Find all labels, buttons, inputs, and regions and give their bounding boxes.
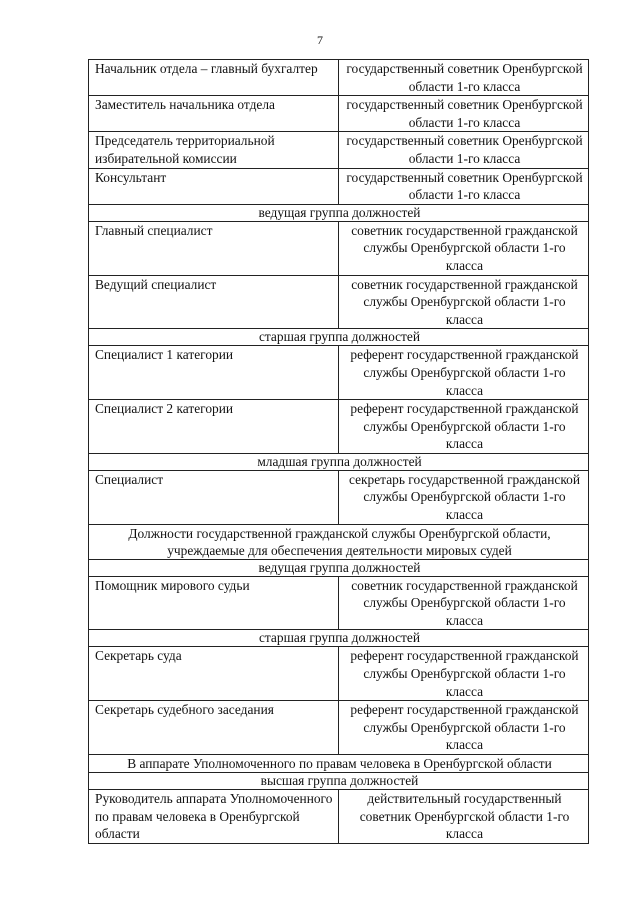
page-number: 7 bbox=[317, 33, 323, 47]
group-heading-row bbox=[89, 204, 589, 221]
class-rank: референт государственной гражданской службы Оренбургской области 1-го класса bbox=[339, 701, 589, 755]
position-title: Руководитель аппарата Уполномоченного по правам человека в Оренбургской области bbox=[89, 790, 339, 844]
position-row bbox=[89, 470, 589, 524]
class-rank: действительный государственный советник Оренбургской области 1-го класса bbox=[339, 790, 589, 844]
position-title: Специалист bbox=[89, 470, 339, 524]
group-heading: старшая группа должностей bbox=[89, 630, 589, 647]
position-title: Ведущий специалист bbox=[89, 275, 339, 329]
class-rank: референт государственной гражданской службы Оренбургской области 1-го класса bbox=[339, 346, 589, 400]
position-row bbox=[89, 221, 589, 275]
position-title: Специалист 1 категории bbox=[89, 346, 339, 400]
group-heading-row bbox=[89, 630, 589, 647]
positions-table bbox=[88, 59, 589, 844]
section-heading-row bbox=[89, 755, 589, 773]
position-row bbox=[89, 168, 589, 204]
position-row bbox=[89, 647, 589, 701]
group-heading-row bbox=[89, 773, 589, 790]
position-row bbox=[89, 96, 589, 132]
group-heading: ведущая группа должностей bbox=[89, 559, 589, 576]
class-rank: референт государственной гражданской службы Оренбургской области 1-го класса bbox=[339, 647, 589, 701]
class-rank: советник государственной гражданской службы Оренбургской области 1-го класса bbox=[339, 221, 589, 275]
section-heading-row bbox=[89, 524, 589, 559]
class-rank: государственный советник Оренбургской области 1-го класса bbox=[339, 132, 589, 168]
position-row bbox=[89, 346, 589, 400]
position-title: Консультант bbox=[89, 168, 339, 204]
positions-table-body bbox=[89, 60, 589, 844]
class-rank: государственный советник Оренбургской области 1-го класса bbox=[339, 168, 589, 204]
group-heading: ведущая группа должностей bbox=[89, 204, 589, 221]
section-heading: В аппарате Уполномоченного по правам человека в Оренбургской области bbox=[89, 755, 589, 773]
group-heading-row bbox=[89, 559, 589, 576]
class-rank: государственный советник Оренбургской области 1-го класса bbox=[339, 60, 589, 96]
class-rank: государственный советник Оренбургской области 1-го класса bbox=[339, 96, 589, 132]
position-row bbox=[89, 275, 589, 329]
group-heading: старшая группа должностей bbox=[89, 329, 589, 346]
class-rank: референт государственной гражданской службы Оренбургской области 1-го класса bbox=[339, 400, 589, 454]
group-heading: высшая группа должностей bbox=[89, 773, 589, 790]
position-row bbox=[89, 132, 589, 168]
position-title: Начальник отдела – главный бухгалтер bbox=[89, 60, 339, 96]
class-rank: секретарь государственной гражданской службы Оренбургской области 1-го класса bbox=[339, 470, 589, 524]
group-heading-row bbox=[89, 329, 589, 346]
group-heading: младшая группа должностей bbox=[89, 453, 589, 470]
position-row bbox=[89, 701, 589, 755]
position-row bbox=[89, 790, 589, 844]
position-title: Председатель территориальной избирательной комиссии bbox=[89, 132, 339, 168]
class-rank: советник государственной гражданской службы Оренбургской области 1-го класса bbox=[339, 576, 589, 630]
position-title: Секретарь судебного заседания bbox=[89, 701, 339, 755]
position-row bbox=[89, 576, 589, 630]
position-row bbox=[89, 60, 589, 96]
position-title: Заместитель начальника отдела bbox=[89, 96, 339, 132]
section-heading: Должности государственной гражданской службы Оренбургской области, учреждаемые для обеспечения деятельности мировых судей bbox=[89, 524, 589, 559]
position-title: Помощник мирового судьи bbox=[89, 576, 339, 630]
position-title: Специалист 2 категории bbox=[89, 400, 339, 454]
position-title: Главный специалист bbox=[89, 221, 339, 275]
group-heading-row bbox=[89, 453, 589, 470]
position-title: Секретарь суда bbox=[89, 647, 339, 701]
class-rank: советник государственной гражданской службы Оренбургской области 1-го класса bbox=[339, 275, 589, 329]
position-row bbox=[89, 400, 589, 454]
